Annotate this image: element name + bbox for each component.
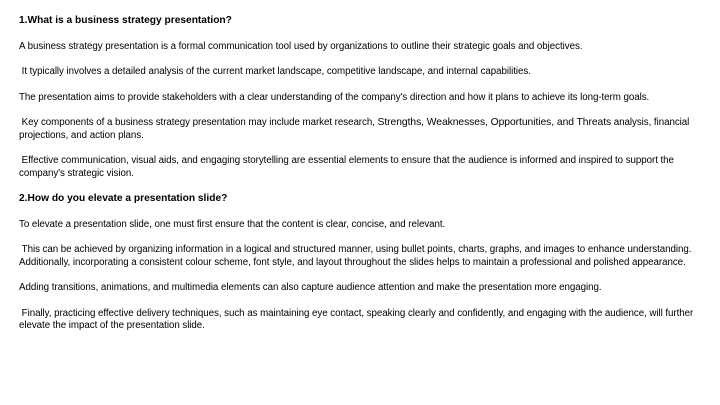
section-1-paragraph-5: Effective communication, visual aids, and engaging storytelling are essential elements to ensure that the audience is informed and inspired to support the company's strategic vision. (19, 155, 674, 179)
section-1-paragraph-1: A business strategy presentation is a formal communication tool used by organizations to outline their strategic goals and objectives. (19, 40, 583, 52)
section-elevate-slide (19, 193, 717, 333)
section-1-paragraph-2: It typically involves a detailed analysis of the current market landscape, competitive landscape, and internal capabilities. (21, 66, 531, 77)
section-1-paragraph-4 (19, 117, 717, 142)
section-2-paragraph-3: Adding transitions, animations, and multimedia elements can also capture audience attention and make the presentation more engaging. (19, 282, 602, 293)
section-2-paragraph-2: This can be achieved by organizing information in a logical and structured manner, using bullet points, charts, graphs, and images to enhance understanding. Additionally, incorporating a consistent colour scheme, font style, and layout throughout the slides helps to maintain a professional and polished appearance. (19, 244, 692, 268)
paragraph-4-text-after: analysis, financial projections, and action plans. (19, 117, 690, 141)
paragraph-4-text-before: Key components of a business strategy presentation may include market research, (21, 117, 375, 128)
section-2-paragraph-4: Finally, practicing effective delivery techniques, such as maintaining eye contact, speaking clearly and confidently, and engaging with the audience, will further elevate the impact of the presentation slide. (19, 307, 694, 331)
section-2-paragraph-1: To elevate a presentation slide, one must first ensure that the content is clear, concise, and relevant. (19, 218, 446, 230)
section-2-heading: 2.How do you elevate a presentation slide? (19, 193, 228, 204)
section-1-heading: 1.What is a business strategy presentation? (19, 15, 232, 26)
document-body (19, 15, 717, 346)
swot-phrase: Strengths, Weaknesses, Opportunities, and Threats (377, 117, 612, 128)
section-1-paragraph-3: The presentation aims to provide stakeholders with a clear understanding of the company's direction and how it plans to achieve its long-term goals. (19, 91, 650, 103)
section-business-strategy (19, 15, 717, 180)
